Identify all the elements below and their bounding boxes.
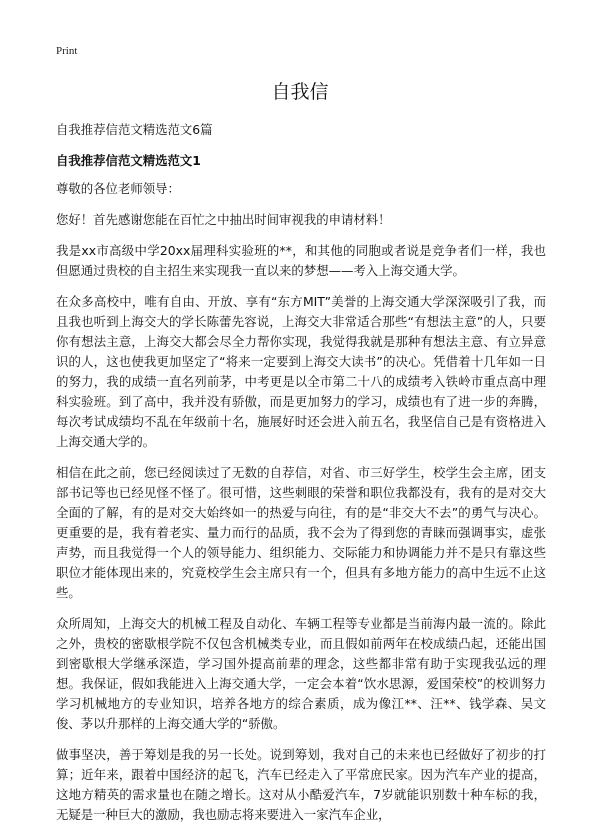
paragraph-motivation: 在众多高校中，唯有自由、开放、享有“东方MIT”美誉的上海交通大学深深吸引了我，而且我也听到上海交大的学长陈蕾先容说，上海交大非常适合那些“有想法主意”的人，只要你有想法主意，上海交大都会尽全力帮你实现，我觉得我就是那种有想法主意、有立异意识的人，这也使我更加坚定了“将来一定要到上海交大读书”的决心。凭借着十几年如一日的努力，我的成绩一直名列前茅，中考更是以全市第二十八的成绩考入铁岭市重点高中理科实验班。到了高中，我并没有骄傲，而是更加努力的学习，成绩也有了进一步的奔腾，每次考试成绩均不乱在年级前十名，施展好时还会进入前五名，我坚信自己是有资格进入上海交通大学的。 <box>56 294 546 449</box>
essay-heading: 自我推荐信范文精选范文1 <box>56 153 201 168</box>
paragraph-introduction: 我是xx市高级中学20xx届理科实验班的**，和其他的同胞或者说是竞争者们一样，我也但愿通过贵校的自主招生来实现我一直以来的梦想——考入上海交通大学。 <box>56 243 546 278</box>
document-subtitle: 自我推荐信范文精选范文6篇 <box>56 122 213 137</box>
print-link[interactable]: Print <box>56 45 78 57</box>
document-body <box>56 120 546 836</box>
paragraph-greeting: 您好！首先感谢您能在百忙之中抽出时间审视我的申请材料！ <box>56 212 391 227</box>
paragraph-majors: 众所周知，上海交大的机械工程及自动化、车辆工程等专业都是当前海内最一流的。除此之外，贵校的密歇根学院不仅包含机械类专业，而且假如前两年在校成绩凸起，还能出国到密歇根大学继承深造，学习国外提高前辈的理念，这些都非常有助于实现我弘远的理想。我保证，假如我能进入上海交通大学，一定会本着“饮水思源，爱国荣校”的校训努力学习机械地方的专业知识，培养各地方的综合素质，成为像江**、汪**、钱学森、吴文俊、茅以升那样的上海交通大学的“骄傲。 <box>56 616 546 731</box>
paragraph-planning: 做事坚决，善于筹划是我的另一长处。说到筹划，我对自己的未来也已经做好了初步的打算；近年来，跟着中国经济的起飞，汽车已经走入了平常庶民家。因为汽车产业的提高，这地方精英的需求量也在随之增长。这对从小酷爱汽车，7岁就能识别数十种车标的我，无疑是一种巨大的激励，我也励志将来要进入一家汽车企业， <box>56 747 546 822</box>
paragraph-qualities: 相信在此之前，您已经阅读过了无数的自荐信，对省、市三好学生，校学生会主席，团支部书记等也已经见怪不怪了。很可惜，这些刺眼的荣誉和职位我都没有，我有的是对交大全面的了解，有的是对交大始终如一的热爱与向往，有的是“非交大不去”的勇气与决心。更重要的是，我有着老实、量力而行的品质，我不会为了得到您的青睐而强调事实，虚张声势，而且我觉得一个人的领导能力、组织能力、交际能力和协调能力并不是只有靠这些职位才能体现出来的，究竟校学生会主席只有一个，但具有多地方能力的高中生远不止这些。 <box>56 465 546 600</box>
salutation: 尊敬的各位老师领导： <box>56 181 180 196</box>
page-title: 自我信 <box>271 81 329 103</box>
